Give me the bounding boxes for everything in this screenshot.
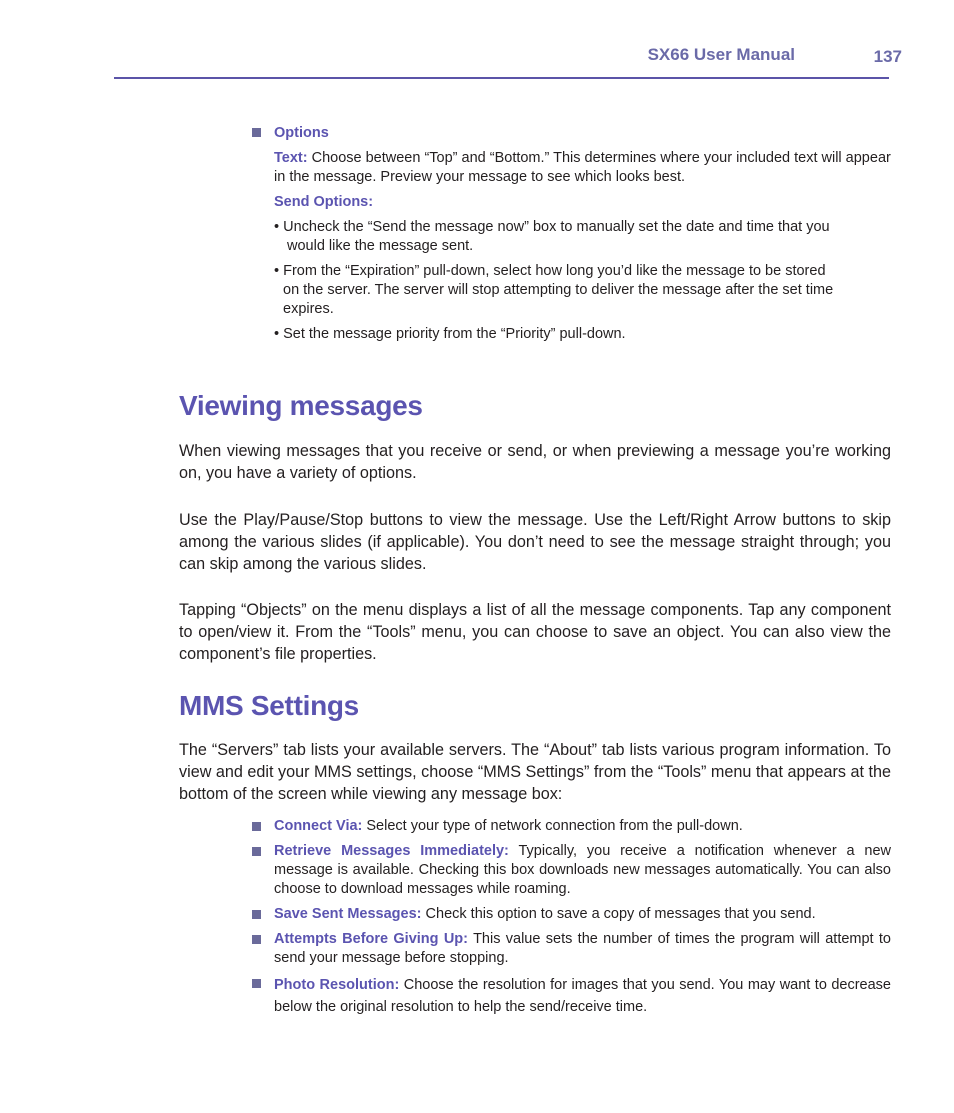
setting-label: Photo Resolution: <box>274 977 400 993</box>
mms-setting-item <box>274 842 891 899</box>
mms-setting-item <box>274 905 891 924</box>
setting-text: This value sets the number of times the program will attempt to send your message before stopping. <box>274 931 891 966</box>
send-option-bullet: • Uncheck the “Send the message now” box to manually set the date and time that you would like the message sent. <box>274 219 830 254</box>
mms-heading: MMS Settings <box>179 690 359 721</box>
bullet-square-icon <box>252 979 261 988</box>
setting-text: Select your type of network connection from the pull-down. <box>366 818 743 834</box>
viewing-paragraph-2: Use the Play/Pause/Stop buttons to view the message. Use the Left/Right Arrow buttons to skip among the various slides (if applicable). You don’t need to see the message straight through; you can skip among the various slides. <box>179 511 891 573</box>
header-rule <box>114 77 889 79</box>
text-body: Choose between “Top” and “Bottom.” This determines where your included text will appear in the message. Preview your message to see which looks best. <box>274 150 891 185</box>
bullet-square-icon <box>252 935 261 944</box>
viewing-paragraph-3: Tapping “Objects” on the menu displays a list of all the message components. Tap any component to open/view it. From the “Tools” menu, you can choose to save an object. You can also view the component’s file properties. <box>179 601 891 663</box>
send-option-bullet: • From the “Expiration” pull-down, select how long you’d like the message to be stored on the server. The server will stop attempting to deliver the message after the set time expires. <box>274 263 834 317</box>
setting-text: Choose the resolution for images that you send. You may want to decrease below the original resolution to help the send/receive time. <box>274 977 891 1015</box>
bullet-square-icon <box>252 847 261 856</box>
mms-intro: The “Servers” tab lists your available servers. The “About” tab lists various program information. To view and edit your MMS settings, choose “MMS Settings” from the “Tools” menu that appears at the bottom of the screen while viewing any message box: <box>179 741 891 803</box>
page-number: 137 <box>873 47 902 66</box>
setting-label: Retrieve Messages Immediately: <box>274 843 509 859</box>
setting-label: Save Sent Messages: <box>274 906 422 922</box>
setting-label: Attempts Before Giving Up: <box>274 931 468 947</box>
send-option-bullet: • Set the message priority from the “Priority” pull-down. <box>274 326 626 342</box>
mms-setting-item <box>274 930 891 968</box>
bullet-square-icon <box>252 910 261 919</box>
viewing-heading: Viewing messages <box>179 390 423 421</box>
send-options-label: Send Options: <box>274 194 374 210</box>
setting-text: Typically, you receive a notification whenever a new message is available. Checking this box downloads new messages automatically. You can also choose to download messages while roaming. <box>274 843 891 897</box>
mms-setting-item <box>274 974 891 1018</box>
viewing-paragraph-1: When viewing messages that you receive or send, or when previewing a message you’re working on, you have a variety of options. <box>179 442 891 482</box>
setting-label: Connect Via: <box>274 818 363 834</box>
bullet-square-icon <box>252 822 261 831</box>
options-text-paragraph <box>274 149 891 187</box>
mms-setting-item <box>274 817 891 836</box>
manual-title: SX66 User Manual <box>647 45 795 64</box>
setting-text: Check this option to save a copy of messages that you send. <box>425 906 816 922</box>
text-label: Text: <box>274 150 308 166</box>
bullet-square-icon <box>252 128 261 137</box>
options-heading: Options <box>274 125 329 141</box>
